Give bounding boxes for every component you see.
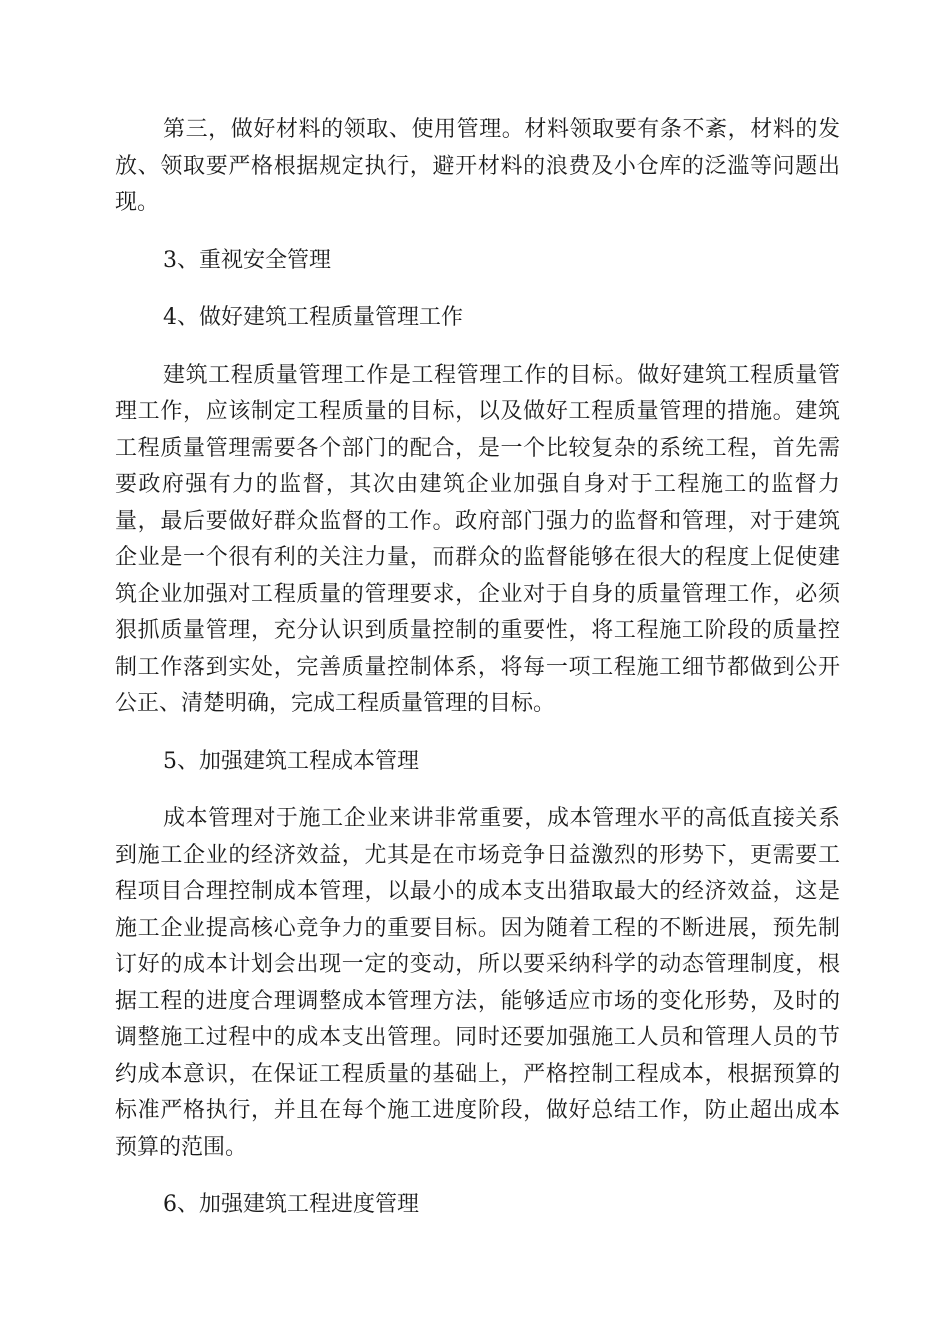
heading-cost-management: 5、加强建筑工程成本管理 xyxy=(163,748,419,774)
paragraph-materials: 第三，做好材料的领取、使用管理。材料领取要有条不紊，材料的发放、领取要严格根据规定执行，避开材料的浪费及小仓库的泛滥等问题出现。 xyxy=(115,117,840,215)
heading-safety-management: 3、重视安全管理 xyxy=(163,247,331,273)
paragraph-cost-management: 成本管理对于施工企业来讲非常重要，成本管理水平的高低直接关系到施工企业的经济效益，尤其是在市场竞争日益激烈的形势下，更需要工程项目合理控制成本管理，以最小的成本支出猎取最大的经济效益，这是施工企业提高核心竞争力的重要目标。因为随着工程的不断进展，预先制订好的成本计划会出现一定的变动，所以要采纳科学的动态管理制度，根据工程的进度合理调整成本管理方法，能够适应市场的变化形势，及时的调整施工过程中的成本支出管理。同时还要加强施工人员和管理人员的节约成本意识，在保证工程质量的基础上，严格控制工程成本，根据预算的标准严格执行，并且在每个施工进度阶段，做好总结工作，防止超出成本预算的范围。 xyxy=(115,806,840,1160)
heading-quality-management: 4、做好建筑工程质量管理工作 xyxy=(163,305,463,330)
paragraph-quality-management: 建筑工程质量管理工作是工程管理工作的目标。做好建筑工程质量管理工作，应该制定工程质量的目标，以及做好工程质量管理的措施。建筑工程质量管理需要各个部门的配合，是一个比较复杂的系统工程，首先需要政府强有力的监督，其次由建筑企业加强自身对于工程施工的监督力量，最后要做好群众监督的工作。政府部门强力的监督和管理，对于建筑企业是一个很有利的关注力量，而群众的监督能够在很大的程度上促使建筑企业加强对工程质量的管理要求，企业对于自身的质量管理工作，必须狠抓质量管理，充分认识到质量控制的重要性，将工程施工阶段的质量控制工作落到实处，完善质量控制体系，将每一项工程施工细节都做到公开公正、清楚明确，完成工程质量管理的目标。 xyxy=(115,362,840,716)
document-body xyxy=(115,112,840,1245)
heading-progress-management: 6、加强建筑工程进度管理 xyxy=(163,1192,419,1217)
